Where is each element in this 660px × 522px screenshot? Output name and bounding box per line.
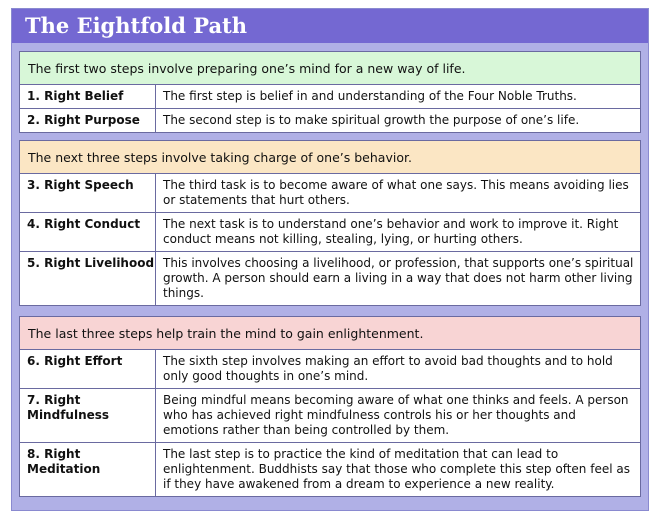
step-name: 3. Right Speech — [20, 174, 156, 212]
step-description: This involves choosing a livelihood, or profession, that supports one’s spiritual growth. A person should earn a living in a way that does not harm other living things. — [163, 256, 634, 300]
table-row — [20, 251, 640, 305]
step-description: The second step is to make spiritual growth the purpose of one’s life. — [163, 113, 580, 127]
table-row — [20, 108, 640, 132]
page-title: The Eightfold Path — [12, 9, 648, 43]
group-header: The first two steps involve preparing one’s mind for a new way of life. — [20, 52, 640, 85]
step-description: The next task is to understand one’s behavior and work to improve it. Right conduct means not killing, stealing, lying, or hurting others. — [163, 217, 619, 246]
step-description: The sixth step involves making an effort to avoid bad thoughts and to hold only good thoughts in one’s mind. — [163, 354, 613, 383]
table-row — [20, 212, 640, 251]
step-description: The last step is to practice the kind of meditation that can lead to enlightenment. Buddhists say that those who complete this step often feel as if they have awakened from a dream to experience a new reality. — [163, 447, 630, 491]
group-header: The next three steps involve taking charge of one’s behavior. — [20, 141, 640, 174]
group-header: The last three steps help train the mind to gain enlightenment. — [20, 317, 640, 350]
step-name: 6. Right Effort — [20, 350, 156, 388]
step-name: 2. Right Purpose — [20, 109, 156, 132]
table-row — [20, 388, 640, 442]
table-row — [20, 174, 640, 212]
step-name: 7. Right Mindfulness — [20, 389, 156, 442]
step-description: The third task is to become aware of what one says. This means avoiding lies or statements that hurt others. — [163, 178, 629, 207]
step-name: 8. Right Meditation — [20, 443, 156, 496]
step-description: The first step is belief in and understanding of the Four Noble Truths. — [163, 89, 577, 103]
step-group-preparing-mind — [19, 51, 641, 133]
step-description: Being mindful means becoming aware of what one thinks and feels. A person who has achieved right mindfulness controls his or her thoughts and emotions rather than being controlled by them. — [163, 393, 629, 437]
step-group-behavior — [19, 140, 641, 306]
table-row — [20, 350, 640, 388]
table-row — [20, 442, 640, 496]
step-name: 4. Right Conduct — [20, 213, 156, 251]
step-name: 1. Right Belief — [20, 85, 156, 108]
table-row — [20, 85, 640, 108]
eightfold-path-panel — [11, 8, 649, 511]
step-group-enlightenment — [19, 316, 641, 497]
step-name: 5. Right Livelihood — [20, 252, 156, 305]
